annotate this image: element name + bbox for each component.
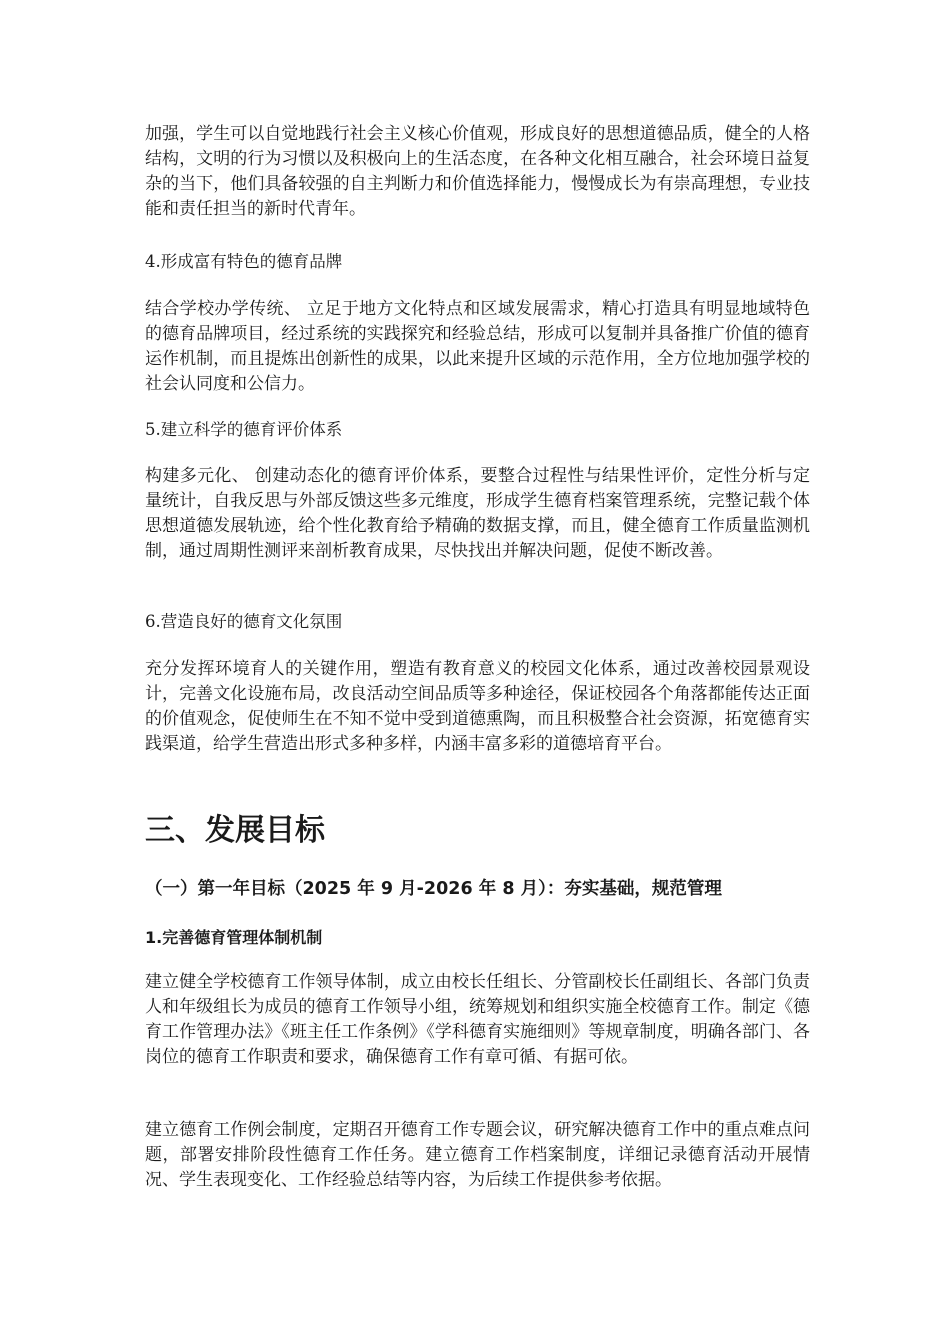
intro-paragraph: 加强，学生可以自觉地践行社会主义核心价值观，形成良好的思想道德品质，健全的人格结构，文明的行为习惯以及积极向上的生活态度，在各种文化相互融合，社会环境日益复杂的当下，他们具备较强的自主判断力和价值选择能力，慢慢成长为有崇高理想，专业技能和责任担当的新时代青年。 <box>145 124 810 219</box>
goal-1-heading: 1.完善德育管理体制机制 <box>145 928 323 947</box>
year-1-goal-heading: （一）第一年目标（2025 年 9 月-2026 年 8 月）：夯实基础，规范管理 <box>145 879 722 899</box>
item-4-title: 4.形成富有特色的德育品牌 <box>145 252 343 271</box>
item-4-body: 结合学校办学传统、 立足于地方文化特点和区域发展需求，精心打造具有明显地域特色的德育品牌项目，经过系统的实践探究和经验总结，形成可以复制并具备推广价值的德育运作机制，而且提炼出创新性的成果，以此来提升区域的示范作用，全方位地加强学校的社会认同度和公信力。 <box>145 299 810 394</box>
item-6-title: 6.营造良好的德育文化氛围 <box>145 612 343 631</box>
goal-1-paragraph-1: 建立健全学校德育工作领导体制，成立由校长任组长、分管副校长任副组长、各部门负责人和年级组长为成员的德育工作领导小组，统筹规划和组织实施全校德育工作。制定《德育工作管理办法》《班主任工作条例》《学科德育实施细则》等规章制度，明确各部门、各岗位的德育工作职责和要求，确保德育工作有章可循、有据可依。 <box>145 972 810 1067</box>
section-3-heading: 三、发展目标 <box>145 813 325 848</box>
item-5-body: 构建多元化、 创建动态化的德育评价体系，要整合过程性与结果性评价，定性分析与定量统计，自我反思与外部反馈这些多元维度，形成学生德育档案管理系统，完整记载个体思想道德发展轨迹，给个性化教育给予精确的数据支撑，而且，健全德育工作质量监测机制，通过周期性测评来剖析教育成果，尽快找出并解决问题，促使不断改善。 <box>145 466 810 561</box>
item-5-title: 5.建立科学的德育评价体系 <box>145 420 343 439</box>
goal-1-paragraph-2: 建立德育工作例会制度，定期召开德育工作专题会议，研究解决德育工作中的重点难点问题，部署安排阶段性德育工作任务。建立德育工作档案制度，详细记录德育活动开展情况、学生表现变化、工作经验总结等内容，为后续工作提供参考依据。 <box>145 1120 810 1190</box>
item-6-body: 充分发挥环境育人的关键作用，塑造有教育意义的校园文化体系，通过改善校园景观设计，完善文化设施布局，改良活动空间品质等多种途径，保证校园各个角落都能传达正面的价值观念，促使师生在不知不觉中受到道德熏陶，而且积极整合社会资源，拓宽德育实践渠道，给学生营造出形式多种多样，内涵丰富多彩的道德培育平台。 <box>145 659 810 754</box>
